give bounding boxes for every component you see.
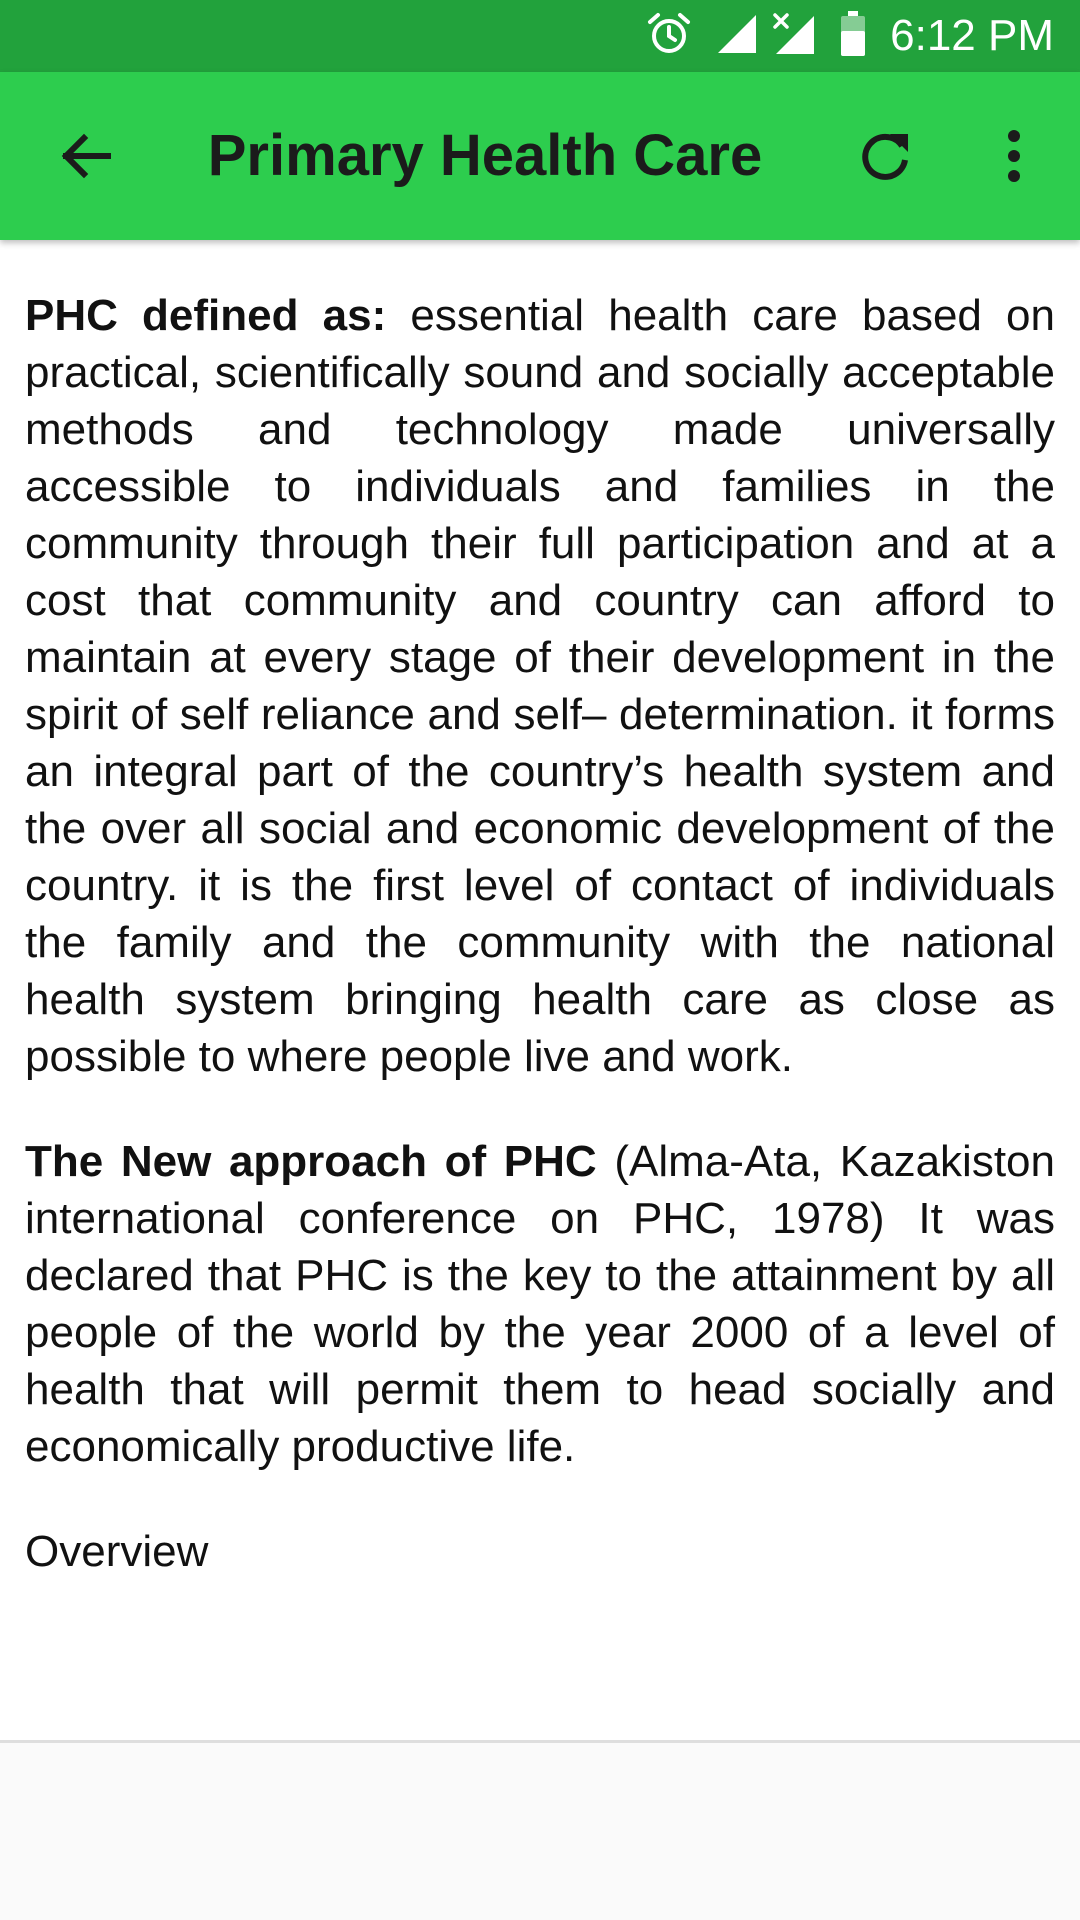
refresh-icon <box>858 128 914 184</box>
new-approach-heading: The New approach of PHC <box>25 1137 597 1186</box>
signal-icon <box>716 13 758 60</box>
overview-paragraph: Overview <box>25 1527 209 1576</box>
definition-paragraph <box>25 287 1055 1085</box>
new-approach-paragraph <box>25 1133 1055 1475</box>
signal-no-sim-icon <box>772 12 816 61</box>
alarm-icon <box>646 11 692 62</box>
status-time: 6:12 PM <box>890 11 1054 60</box>
battery-icon <box>840 11 866 62</box>
status-bar <box>0 0 1080 72</box>
definition-text: essential health care based on practical, scientifically sound and socially acceptable methods and technology made universally accessible to individuals and families in the community through their full participation and at a cost that community and country can afford to maintain at every stage of their development in the spirit of self reliance and self– determination. it forms an integral part of the country’s health system and the over all social and economic development of the country. it is the first level of contact of individuals the family and the community with the national health system bringing health care as close as possible to where people live and work. <box>25 291 1056 1081</box>
refresh-button[interactable] <box>846 116 926 196</box>
article-content <box>0 240 1080 1743</box>
more-vert-icon <box>1004 128 1024 184</box>
more-options-button[interactable] <box>974 116 1054 196</box>
new-approach-text: (Alma-Ata, Kazakiston international conference on PHC, 1978) It was declared that PHC is the key to the attainment by all people of the world by the year 2000 of a level of health that will permit them to head socially and economically productive life. <box>25 1137 1055 1471</box>
definition-heading: PHC defined as: <box>25 291 387 340</box>
app-bar <box>0 72 1080 240</box>
page-title: Primary Health Care <box>207 123 763 188</box>
